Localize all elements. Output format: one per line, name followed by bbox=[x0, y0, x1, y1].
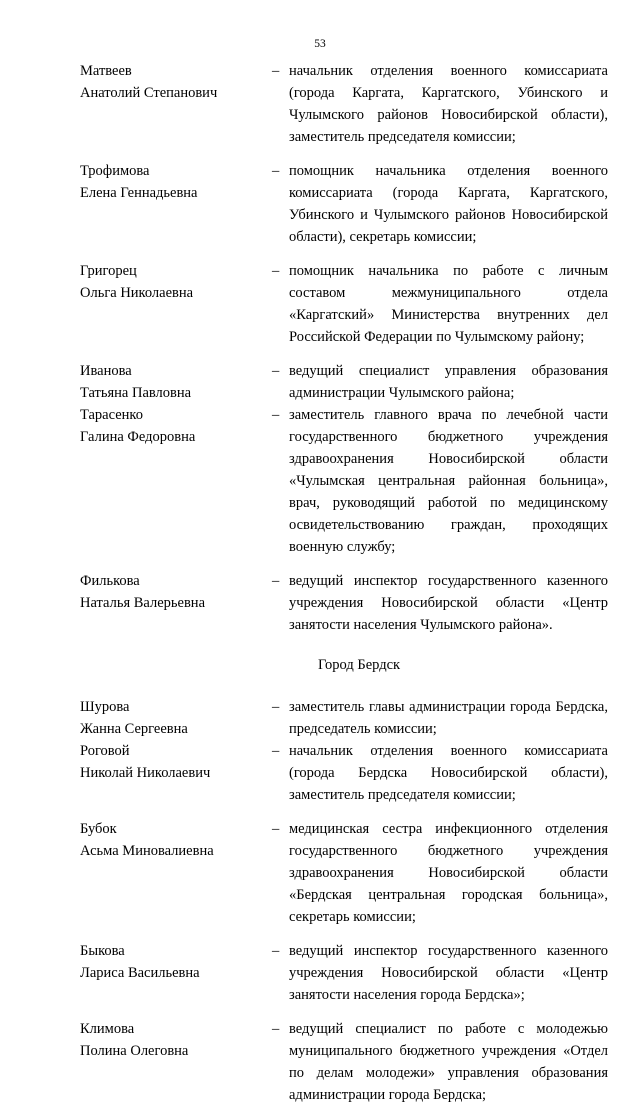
member-surname: Иванова bbox=[80, 363, 132, 379]
dash-separator: – bbox=[272, 743, 280, 759]
member-role: начальник отделения военного комиссариата (города Бердска Новосибирской области), заместитель председателя комиссии; bbox=[289, 743, 608, 803]
member-surname: Трофимова bbox=[80, 163, 150, 179]
dash-separator: – bbox=[272, 1021, 280, 1037]
section-title: Город Бердск bbox=[317, 657, 401, 673]
member-name bbox=[80, 696, 270, 740]
commission-member bbox=[80, 818, 608, 928]
member-given-name: Галина Федоровна bbox=[80, 429, 196, 445]
commission-member bbox=[80, 260, 608, 348]
member-name bbox=[80, 60, 270, 104]
member-given-name: Лариса Васильевна bbox=[80, 965, 200, 981]
member-given-name: Николай Николаевич bbox=[80, 765, 211, 781]
dash-separator: – bbox=[272, 407, 280, 423]
dash-separator: – bbox=[272, 699, 280, 715]
document-body bbox=[80, 60, 608, 1106]
member-given-name: Елена Геннадьевна bbox=[80, 185, 198, 201]
member-role: помощник начальника отделения военного комиссариата (города Каргата, Каргатского, Убинского и Чулымского районов Новосибирской области), секретарь комиссии; bbox=[289, 163, 608, 245]
commission-member bbox=[80, 160, 608, 248]
commission-member bbox=[80, 740, 608, 806]
dash-separator: – bbox=[272, 63, 280, 79]
member-name bbox=[80, 1018, 270, 1062]
member-surname: Матвеев bbox=[80, 63, 132, 79]
member-given-name: Наталья Валерьевна bbox=[80, 595, 205, 611]
dash-separator: – bbox=[272, 263, 280, 279]
commission-member bbox=[80, 696, 608, 740]
commission-member bbox=[80, 404, 608, 558]
member-surname: Быкова bbox=[80, 943, 125, 959]
member-role: ведущий инспектор государственного казенного учреждения Новосибирской области «Центр занятости населения Чулымского района». bbox=[289, 573, 608, 633]
dash-separator: – bbox=[272, 363, 280, 379]
member-given-name: Полина Олеговна bbox=[80, 1043, 189, 1059]
member-role: ведущий инспектор государственного казенного учреждения Новосибирской области «Центр занятости населения города Бердска»; bbox=[289, 943, 608, 1003]
member-surname: Климова bbox=[80, 1021, 135, 1037]
commission-member bbox=[80, 1018, 608, 1106]
member-given-name: Анатолий Степанович bbox=[80, 85, 218, 101]
member-given-name: Ольга Николаевна bbox=[80, 285, 194, 301]
member-name bbox=[80, 360, 270, 404]
commission-member bbox=[80, 570, 608, 636]
commission-member bbox=[80, 940, 608, 1006]
commission-member bbox=[80, 60, 608, 148]
member-role: ведущий специалист управления образования администрации Чулымского района; bbox=[289, 363, 608, 401]
member-role: начальник отделения военного комиссариата (города Каргата, Каргатского, Убинского и Чулымского районов Новосибирской области), заместитель председателя комиссии; bbox=[289, 63, 608, 145]
member-name bbox=[80, 160, 270, 204]
member-role: ведущий специалист по работе с молодежью муниципального бюджетного учреждения «Отдел по делам молодежи» управления образования администрации города Бердска; bbox=[289, 1021, 608, 1103]
member-given-name: Жанна Сергеевна bbox=[80, 721, 188, 737]
dash-separator: – bbox=[272, 573, 280, 589]
commission-member bbox=[80, 360, 608, 404]
member-name bbox=[80, 260, 270, 304]
member-role: помощник начальника по работе с личным составом межмуниципального отдела «Каргатский» Министерства внутренних дел Российской Федерации по Чулымскому району; bbox=[289, 263, 608, 345]
dash-separator: – bbox=[272, 821, 280, 837]
member-role: заместитель главы администрации города Бердска, председатель комиссии; bbox=[289, 699, 608, 737]
member-name bbox=[80, 940, 270, 984]
member-role: заместитель главного врача по лечебной части государственного бюджетного учреждения здравоохранения Новосибирской области «Чулымская центральная районная больница», врач, руководящий работой по медицинскому освидетельствованию граждан, проходящих военную службу; bbox=[289, 407, 608, 555]
member-given-name: Татьяна Павловна bbox=[80, 385, 192, 401]
member-name bbox=[80, 570, 270, 614]
member-surname: Бубок bbox=[80, 821, 117, 837]
member-surname: Григорец bbox=[80, 263, 137, 279]
member-surname: Тарасенко bbox=[80, 407, 143, 423]
member-given-name: Асьма Миновалиевна bbox=[80, 843, 214, 859]
member-surname: Шурова bbox=[80, 699, 130, 715]
member-name bbox=[80, 818, 270, 862]
page-number: 53 bbox=[314, 38, 326, 50]
member-surname: Филькова bbox=[80, 573, 140, 589]
dash-separator: – bbox=[272, 163, 280, 179]
member-name bbox=[80, 740, 270, 784]
member-role: медицинская сестра инфекционного отделения государственного бюджетного учреждения здравоохранения Новосибирской области «Бердская центральная городская больница», секретарь комиссии; bbox=[289, 821, 608, 925]
member-surname: Роговой bbox=[80, 743, 130, 759]
member-name bbox=[80, 404, 270, 448]
dash-separator: – bbox=[272, 943, 280, 959]
